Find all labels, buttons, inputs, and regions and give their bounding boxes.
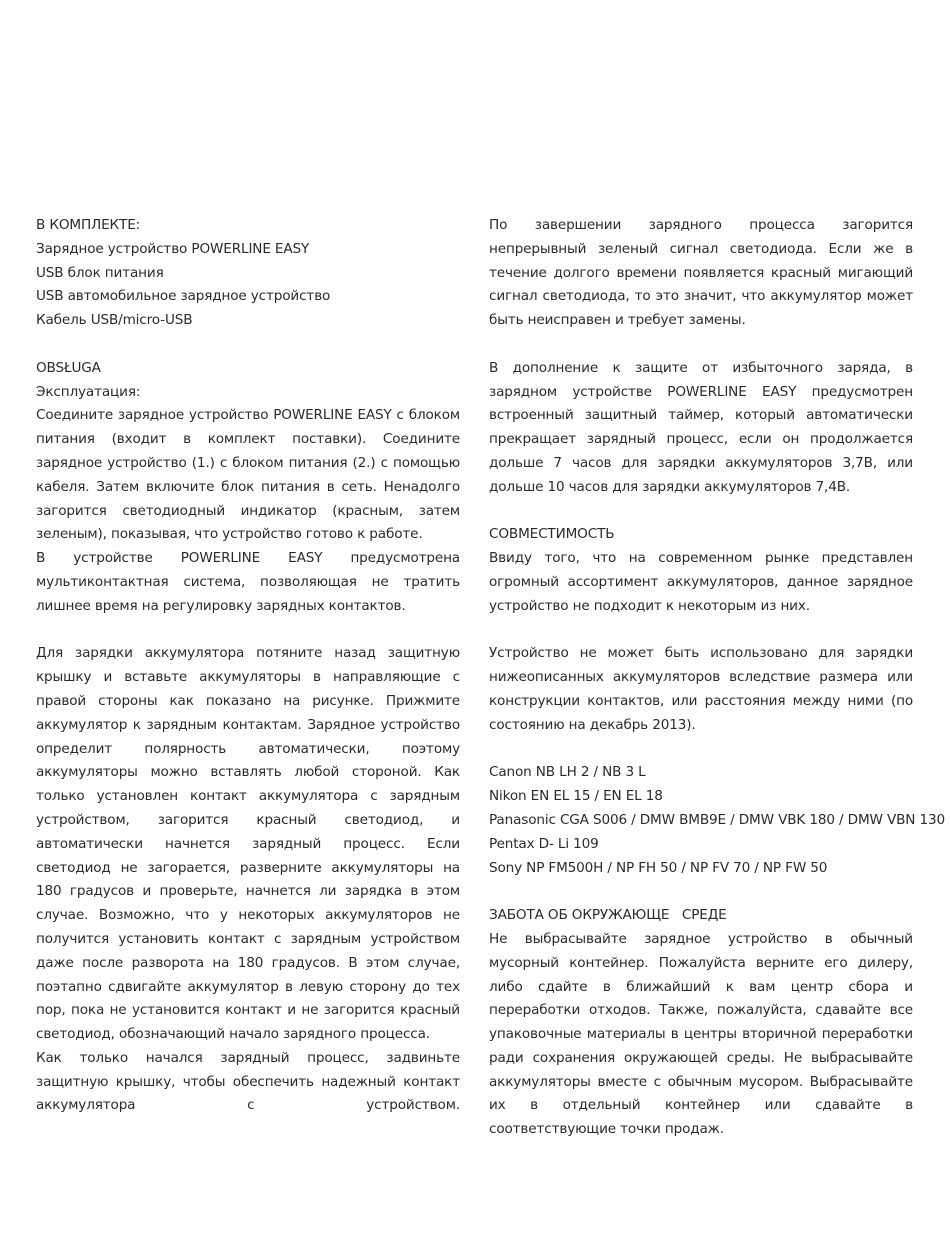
spacer — [489, 880, 913, 904]
paragraph-timer: В дополнение к защите от избыточного заряда, в зарядном устройстве POWERLINE EASY предусмотрен встроенный защитный таймер, который автоматически прекращает зарядный процесс, если он продолжается дольше 7 часов для зарядки аккумуляторов 3,7В, или дольше 10 часов для зарядки аккумуляторов 7,4В. — [489, 359, 913, 495]
usage-subheading: Эксплуатация: — [36, 383, 141, 400]
environment-heading: ЗАБОТА ОБ ОКРУЖАЮЩЕ СРЕДЕ — [489, 907, 727, 924]
battery-list-item-nikon: Nikon EN EL 15 / EN EL 18 — [489, 788, 663, 805]
usage-heading: OBSŁUGA — [36, 359, 101, 376]
battery-list-item-sony: Sony NP FM500H / NP FH 50 / NP FV 70 / NP FW 50 — [489, 859, 828, 876]
left-column — [36, 214, 460, 1118]
kit-heading: В КОМПЛЕКТЕ: — [36, 217, 141, 233]
battery-list-item-pentax: Pentax D- Li 109 — [489, 835, 599, 852]
battery-list-item-panasonic: Panasonic CGA S006 / DMW BMB9E / DMW VBK 180 / DMW VBN 130 — [489, 811, 945, 828]
paragraph-incompatible: Устройство не может быть использовано для зарядки нижеописанных аккумуляторов вследствие размера или конструкции контактов, или расстояния между ними (по состоянию на декабрь 2013). — [489, 645, 913, 733]
kit-item-charger: Зарядное устройство POWERLINE EASY — [36, 240, 310, 257]
battery-list-item-canon: Canon NB LH 2 / NB 3 L — [489, 764, 646, 781]
kit-item-car-charger: USB автомобильное зарядное устройство — [36, 288, 331, 305]
paragraph-cover: Как только начался зарядный процесс, задвиньте защитную крышку, чтобы обеспечить надежный контакт аккумулятора с устройством. — [36, 1049, 460, 1114]
paragraph-environment: Не выбрасывайте зарядное устройство в обычный мусорный контейнер. Пожалуйста верните его дилеру, либо сдайте в ближайший к вам центр сбора и переработки отходов. Также, пожалуйста, сдавайте все упаковочные материалы в центры вторичной переработки ради сохранения окружающей среды. Не выбрасывайте аккумуляторы вместе с обычным мусором. Выбрасывайте их в отдельный контейнер или сдавайте в соответствующие точки продаж. — [489, 930, 913, 1138]
paragraph-compatibility: Ввиду того, что на современном рынке представлен огромный ассортимент аккумуляторов, данное зарядное устройство не подходит к некоторым из них. — [489, 550, 913, 614]
spacer — [489, 333, 913, 357]
kit-item-usb-power-unit: USB блок питания — [36, 264, 164, 281]
spacer — [489, 619, 913, 643]
spacer — [489, 738, 913, 762]
paragraph-multicontact: В устройстве POWERLINE EASY предусмотрена мультиконтактная система, позволяющая не тратить лишнее время на регулировку зарядных контактов. — [36, 550, 460, 614]
compatibility-heading: СОВМЕСТИМОСТЬ — [489, 526, 615, 543]
paragraph-connect: Соедините зарядное устройство POWERLINE EASY с блоком питания (входит в комплект поставки). Соедините зарядное устройство (1.) с блоком питания (2.) с помощью кабеля. Затем включите блок питания в сеть. Ненадолго загорится светодиодный индикатор (красным, затем зеленым), показывая, что устройство готово к работе. — [36, 407, 460, 543]
right-column — [489, 214, 945, 1142]
paragraph-charge: Для зарядки аккумулятора потяните назад защитную крышку и вставьте аккумуляторы в направляющие с правой стороны как показано на рисунке. Прижмите аккумулятор к зарядным контактам. Зарядное устройство определит полярность автоматически, поэтому аккумуляторы можно вставлять любой стороной. Как только установлен контакт аккумулятора с зарядным устройством, загорится красный светодиод, и автоматически начнется зарядный процесс. Если светодиод не загорается, разверните аккумуляторы на 180 градусов и проверьте, начнется ли зарядка в этом случае. Возможно, что у некоторых аккумуляторов не получится установить контакт с зарядным устройством даже после разворота на 180 градусов. В этом случае, поэтапно сдвигайте аккумулятор в левую сторону до тех пор, пока не установится контакт и не загорится красный светодиод, обозначающий начало зарядного процесса. — [36, 645, 460, 1043]
spacer — [489, 500, 913, 524]
paragraph-charge-complete: По завершении зарядного процесса загорится непрерывный зеленый сигнал светодиода. Если же в течение долгого времени появляется красный мигающий сигнал светодиода, то это значит, что аккумулятор может быть неисправен и требует замены. — [489, 217, 913, 329]
spacer — [36, 619, 460, 643]
kit-item-cable: Кабель USB/micro-USB — [36, 312, 193, 329]
spacer — [36, 333, 460, 357]
